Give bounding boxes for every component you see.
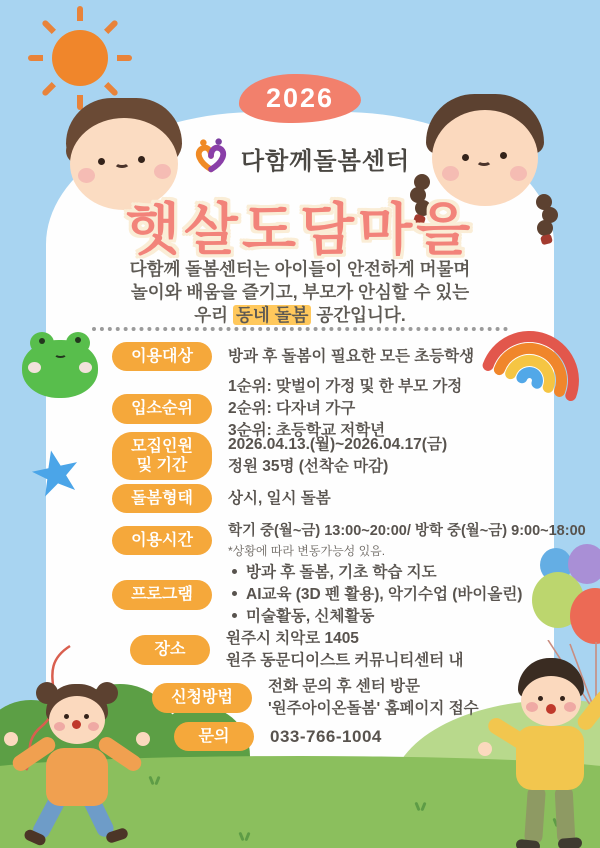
row-label: 신청방법 <box>152 683 252 712</box>
row-programs: 프로그램 방과 후 돌봄, 기초 학습 지도 AI교육 (3D 펜 활용), 악기수업 (바이올린) 미술활동, 신체활동 <box>112 562 522 628</box>
row-priority: 입소순위 1순위: 맞벌이 가정 및 한 부모 가정 2순위: 다자녀 가구 3순위: 초등학교 저학년 <box>112 376 462 442</box>
row-care-type: 돌봄형태 상시, 일시 돌봄 <box>112 484 331 513</box>
logo-name: 다함께돌봄센터 <box>240 148 411 175</box>
row-label: 프로그램 <box>112 580 212 609</box>
row-capacity-period: 모집인원 및 기간 2026.04.13.(월)~2026.04.17(금) 정원 35명 (선착순 마감) <box>112 432 447 480</box>
row-label: 이용시간 <box>112 526 212 555</box>
row-label: 입소순위 <box>112 394 212 423</box>
logo <box>0 136 600 181</box>
intro-line3: 우리 동네 돌봄 공간입니다. <box>194 305 406 325</box>
heart-people-icon <box>190 136 232 181</box>
sun-core <box>52 30 108 86</box>
grass-sprig <box>148 776 160 785</box>
year-badge: 2026 <box>239 74 361 123</box>
grass-sprig <box>414 802 426 811</box>
row-label: 이용대상 <box>112 342 212 371</box>
intro-text <box>0 258 600 327</box>
row-location: 장소 원주시 치악로 1405 원주 동문디이스트 커뮤니티센터 내 <box>130 628 464 672</box>
row-eligibility: 이용대상 방과 후 돌봄이 필요한 모든 초등학생 <box>112 342 474 371</box>
row-label: 장소 <box>130 635 210 664</box>
sun-icon <box>48 26 112 90</box>
hours-note: *상황에 따라 변동가능성 있음. <box>228 544 386 558</box>
row-hours: 이용시간 학기 중(월~금) 13:00~20:00/ 방학 중(월~금) 9:00~18:00 *상황에 따라 변동가능성 있음. <box>112 520 586 560</box>
girl-playing-illustration <box>16 686 140 848</box>
intro-line1: 다함께 돌봄센터는 아이들이 안전하게 머물며 <box>129 259 471 279</box>
dotted-divider <box>92 327 508 331</box>
phone-number: 033-766-1004 <box>270 726 382 746</box>
row-label: 문의 <box>174 722 254 751</box>
boy-with-balloons-illustration <box>494 660 600 848</box>
row-label: 모집인원 및 기간 <box>112 432 212 480</box>
intro-line2: 놀이와 배움을 즐기고, 부모가 안심할 수 있는 <box>130 282 470 302</box>
frog-icon <box>22 334 98 400</box>
row-label: 돌봄형태 <box>112 484 212 513</box>
grass-sprig <box>238 832 250 841</box>
row-apply: 신청방법 전화 문의 후 센터 방문 '원주아이온돌봄' 홈페이지 접수 <box>152 676 479 720</box>
poster-title: 햇살도담마을 <box>125 198 475 261</box>
highlighted-phrase: 동네 돌봄 <box>233 305 311 325</box>
row-contact <box>174 722 382 751</box>
